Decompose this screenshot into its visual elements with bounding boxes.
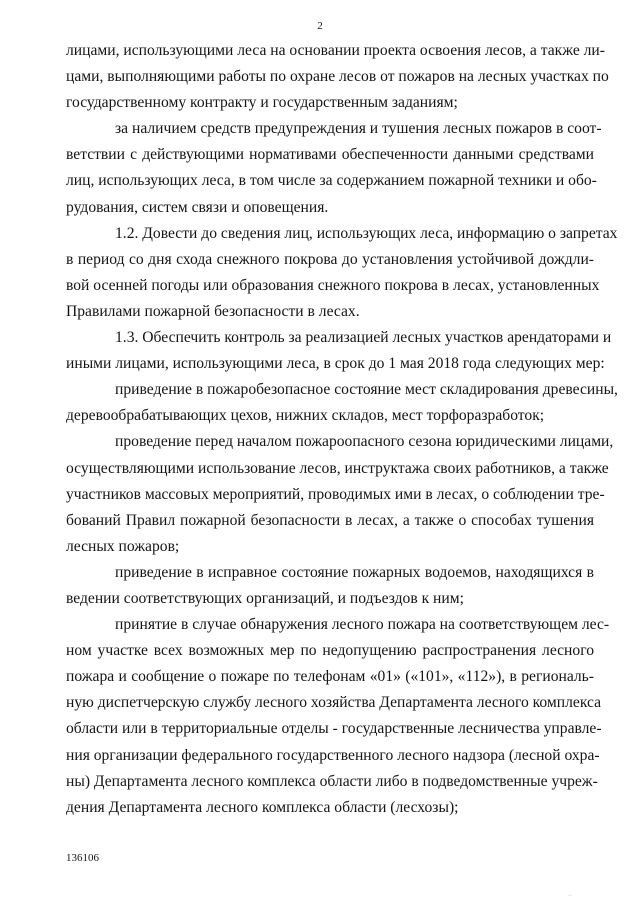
text-line: принятие в случае обнаружения лесного пожара на соответствующем лес- <box>115 616 610 634</box>
text-line: 1.2. Довести до сведения лиц, использующих леса, информацию о запретах <box>115 224 618 242</box>
paragraph <box>66 38 609 116</box>
text-line: области или в территориальные отделы - государственные лесничества управле- <box>66 720 602 738</box>
paragraph <box>66 560 594 612</box>
scan-mark: ·· <box>568 893 572 899</box>
text-line: приведение в исправное состояние пожарных водоемов, находящихся в <box>115 563 594 581</box>
text-line: ную диспетчерскую службу лесного хозяйства Департамента лесного комплекса <box>66 694 602 712</box>
text-line: лиц, использующих леса, в том числе за содержанием пожарной техники и обо- <box>66 172 597 190</box>
text-line: ния организации федерального государственного лесного надзора (лесной охра- <box>66 746 600 764</box>
paragraph <box>66 429 614 559</box>
text-line: деревообрабатывающих цехов, нижних складов, мест торфоразработок; <box>66 407 545 425</box>
text-line: ведении соответствующих организаций, и подъездов к ним; <box>66 589 464 607</box>
text-line: за наличием средств предупреждения и тушения лесных пожаров в соот- <box>115 120 602 138</box>
text-line: дения Департамента лесного комплекса области (лесхозы); <box>66 798 459 816</box>
document-code: 136106 <box>66 852 99 864</box>
text-line: лесных пожаров; <box>66 537 180 555</box>
text-line: в период со дня схода снежного покрова до установления устойчивой дождли- <box>66 250 594 268</box>
text-line: осуществляющими использование лесов, инструктажа своих работников, а также <box>66 459 609 477</box>
text-line: Правилами пожарной безопасности в лесах. <box>66 302 360 320</box>
text-line: рудования, систем связи и оповещения. <box>66 198 329 216</box>
text-line: участников массовых мероприятий, проводимых ими в лесах, о соблюдении тре- <box>66 485 605 503</box>
text-line: государственному контракту и государственным заданиям; <box>66 94 458 112</box>
paragraph <box>66 221 618 325</box>
text-line: бований Правил пожарной безопасности в лесах, а также о способах тушения <box>66 511 594 529</box>
text-line: вой осенней погоды или образования снежного покрова в лесах, установленных <box>66 276 600 294</box>
text-line: цами, выполняющими работы по охране лесов от пожаров на лесных участках по <box>66 68 609 86</box>
paragraph <box>66 377 618 429</box>
text-line: ны) Департамента лесного комплекса области либо в подведомственные учреж- <box>66 772 598 790</box>
text-line: иными лицами, использующими леса, в срок до 1 мая 2018 года следующих мер: <box>66 355 605 373</box>
text-line: 1.3. Обеспечить контроль за реализацией лесных участков арендаторами и <box>115 329 612 347</box>
paragraph <box>66 612 610 821</box>
page-number: 2 <box>317 20 323 32</box>
text-line: приведение в пожаробезопасное состояние мест складирования древесины, <box>115 381 618 399</box>
text-line: проведение перед началом пожароопасного сезона юридическими лицами, <box>115 433 614 451</box>
text-line: ном участке всех возможных мер по недопущению распространения лесного <box>66 642 594 660</box>
text-line: лицами, использующими леса на основании проекта освоения лесов, а также ли- <box>66 42 605 59</box>
document-body <box>66 38 618 821</box>
paragraph <box>66 325 612 377</box>
paragraph <box>66 116 602 220</box>
text-line: ветствии с действующими нормативами обеспеченности данными средствами <box>66 146 594 164</box>
text-line: пожара и сообщение о пожаре по телефонам «01» («101», «112»), в региональ- <box>66 668 594 686</box>
